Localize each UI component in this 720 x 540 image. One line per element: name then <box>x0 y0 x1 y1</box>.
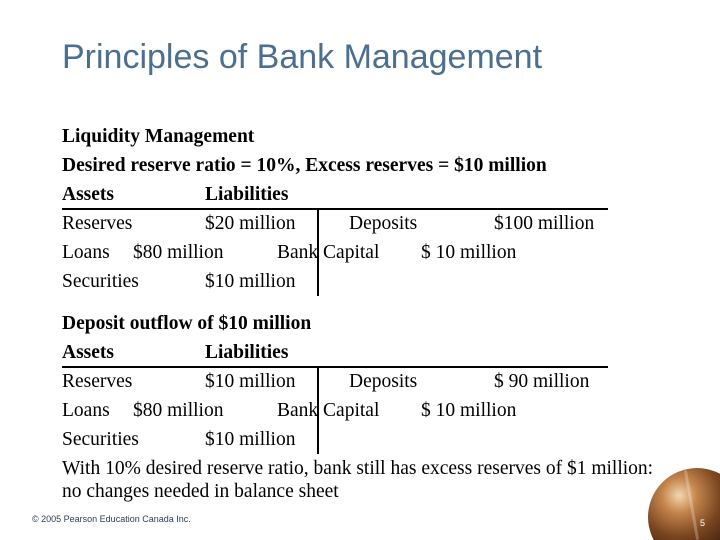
balance-sheet-row <box>62 367 682 396</box>
asset-label: Loans <box>62 400 110 421</box>
asset-value: $10 million <box>205 429 296 450</box>
asset-label: Loans <box>62 242 110 263</box>
asset-value: $10 million <box>205 271 296 292</box>
asset-label: Securities <box>62 271 139 292</box>
section1-heading: Liquidity Management <box>62 126 255 147</box>
balance-sheet-row <box>62 238 682 267</box>
balance-sheet-1 <box>62 180 682 296</box>
balance-sheet-row <box>62 209 682 238</box>
asset-value: $80 million <box>133 400 224 421</box>
liabilities-label: Liabilities <box>205 184 289 205</box>
conclusion-text: With 10% desired reserve ratio, bank still has excess reserves of $1 million: no changes needed in balance sheet <box>62 458 654 502</box>
liability-value: $100 million <box>494 213 595 234</box>
asset-label: Reserves <box>62 371 133 392</box>
liability-label: Deposits <box>349 213 418 234</box>
asset-value: $20 million <box>205 213 296 234</box>
liability-value: $ 10 million <box>421 400 517 421</box>
liability-label: Deposits <box>349 371 418 392</box>
liability-value: $ 10 million <box>421 242 517 263</box>
balance-sheet-row <box>62 425 682 454</box>
balance-sheet-2 <box>62 338 682 454</box>
liability-value: $ 90 million <box>494 371 590 392</box>
balance-sheet-2-header <box>62 338 682 367</box>
asset-label: Reserves <box>62 213 133 234</box>
assets-label: Assets <box>62 342 114 363</box>
section1-subheading: Desired reserve ratio = 10%, Excess reserves = $10 million <box>62 155 547 176</box>
liability-label: Bank Capital <box>277 242 380 263</box>
balance-sheet-row <box>62 396 682 425</box>
slide-title: Principles of Bank Management <box>62 38 543 76</box>
liability-label: Bank Capital <box>277 400 380 421</box>
balance-sheet-row <box>62 267 682 296</box>
asset-value: $80 million <box>133 242 224 263</box>
slide-body <box>62 122 682 503</box>
assets-label: Assets <box>62 184 114 205</box>
page-number: 5 <box>700 518 706 528</box>
liabilities-label: Liabilities <box>205 342 289 363</box>
balance-sheet-1-header <box>62 180 682 209</box>
section2-heading: Deposit outflow of $10 million <box>62 313 312 334</box>
copyright-footer: © 2005 Pearson Education Canada Inc. <box>32 514 191 524</box>
asset-label: Securities <box>62 429 139 450</box>
asset-value: $10 million <box>205 371 296 392</box>
